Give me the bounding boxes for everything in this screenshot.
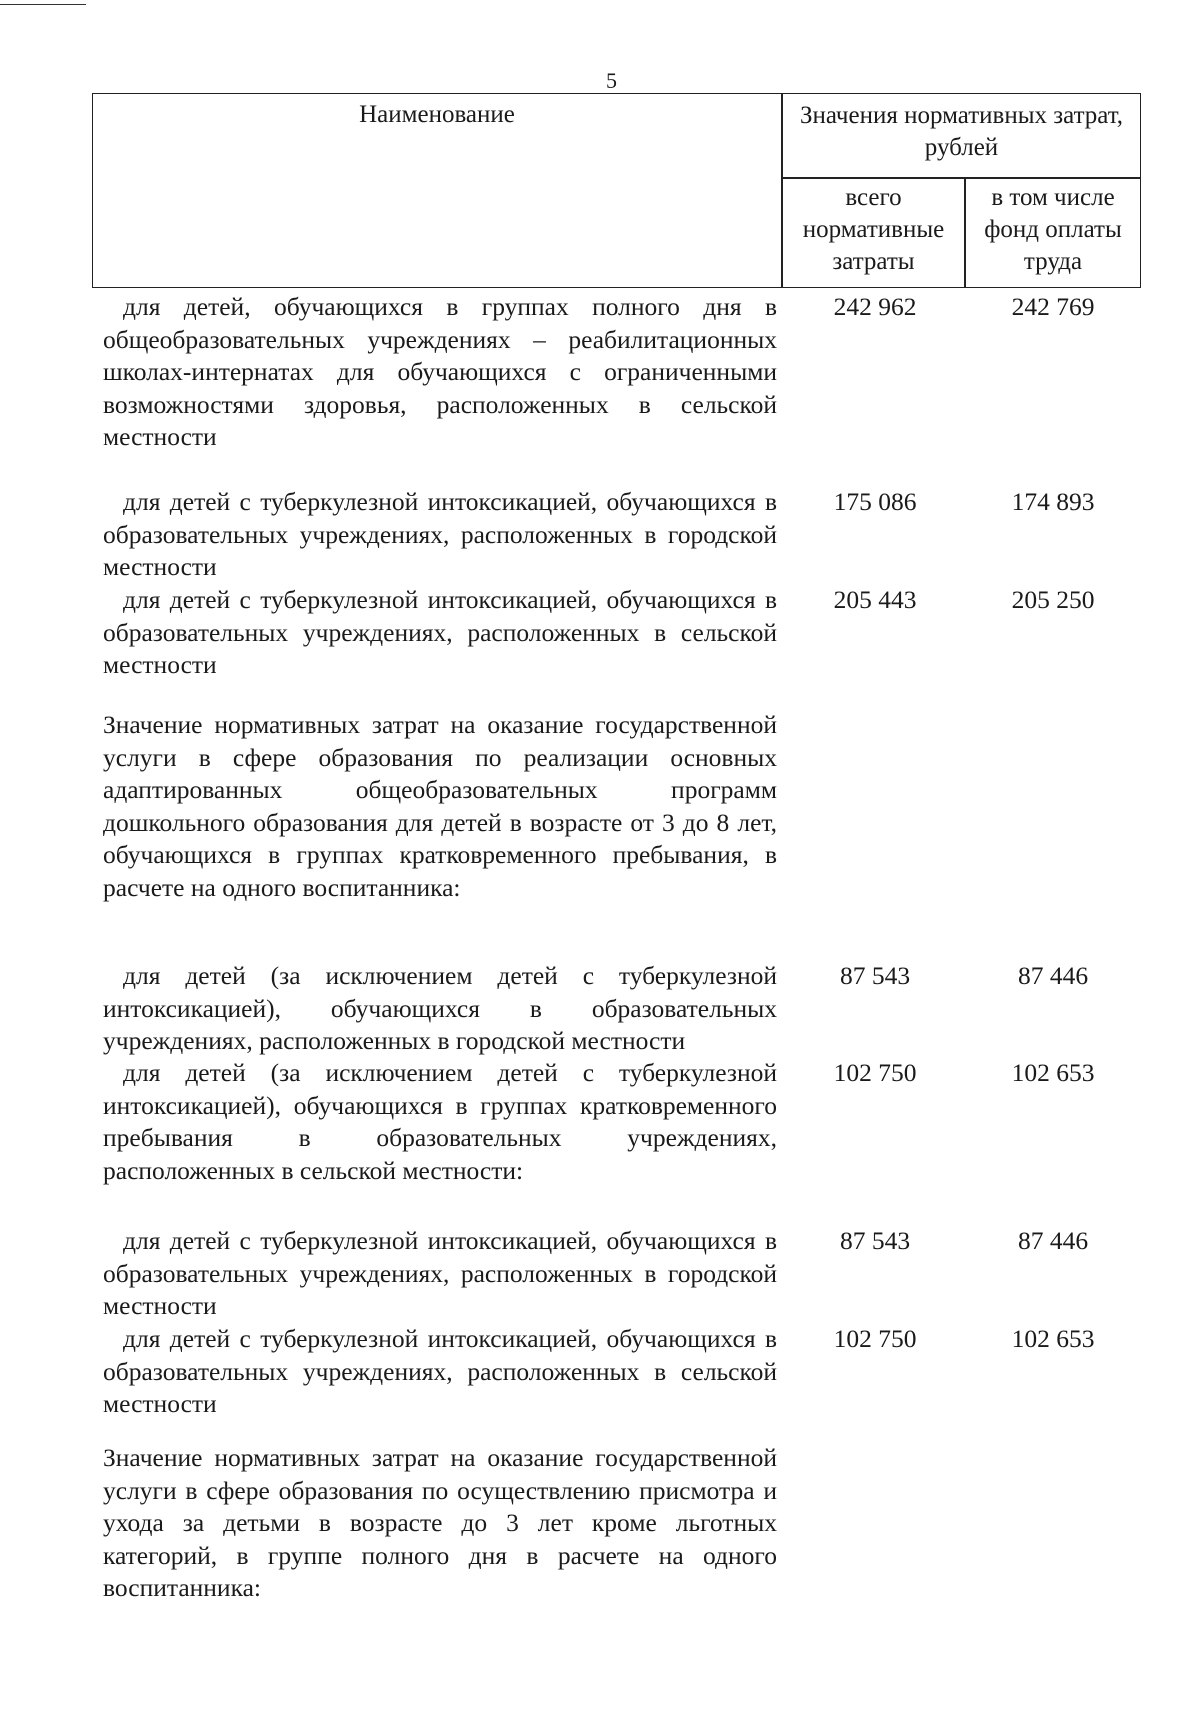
row-name: для детей с туберкулезной интоксикацией, обучающихся в образовательных учреждениях, расположенных в городской местности [103, 487, 777, 581]
header-fot-column: в том числе фонд оплаты труда [984, 184, 1122, 275]
header-values-group: Значения нормативных затрат, рублей [799, 102, 1124, 161]
table-header [92, 93, 1141, 288]
top-left-rule [0, 4, 86, 5]
row-fot-value: 242 769 [1011, 292, 1095, 321]
page-number: 5 [606, 68, 617, 93]
row-name: для детей (за исключением детей с туберкулезной интоксикацией), обучающихся в образовательных учреждениях, расположенных в городской местности [103, 961, 777, 1055]
row-fot-value: 87 446 [1017, 1226, 1089, 1255]
header-divider-horizontal [781, 177, 1140, 179]
row-fot-value: 205 250 [1011, 585, 1095, 614]
row-name: для детей с туберкулезной интоксикацией, обучающихся в образовательных учреждениях, расположенных в сельской местности [103, 1324, 777, 1418]
section-heading: Значение нормативных затрат на оказание государственной услуги в сфере образования по осуществлению присмотра и ухода за детьми в возрасте до 3 лет кроме льготных категорий, в группе полного дня в расчете на одного воспитанника: [103, 1443, 777, 1602]
row-total-value: 205 443 [833, 585, 917, 614]
header-total-column: всего нормативные затраты [802, 184, 945, 275]
row-fot-value: 87 446 [1017, 961, 1089, 990]
row-total-value: 175 086 [833, 487, 917, 516]
row-name: для детей (за исключением детей с туберкулезной интоксикацией), обучающихся в группах кратковременного пребывания в образовательных учреждениях, расположенных в сельской местности: [103, 1058, 777, 1185]
section-heading: Значение нормативных затрат на оказание государственной услуги в сфере образования по реализации основных адаптированных общеобразовательных программ дошкольного образования для детей в возрасте от 3 до 8 лет, обучающихся в группах кратковременного пребывания, в расчете на одного воспитанника: [103, 710, 777, 902]
row-name: для детей, обучающихся в группах полного дня в общеобразовательных учреждениях – реабилитационных школах-интернатах для обучающихся с ограниченными возможностями здоровья, расположенных в сельской местности [103, 292, 777, 451]
row-total-value: 87 543 [839, 1226, 911, 1255]
row-total-value: 242 962 [833, 292, 917, 321]
row-total-value: 102 750 [833, 1324, 917, 1353]
row-total-value: 87 543 [839, 961, 911, 990]
row-fot-value: 174 893 [1011, 487, 1095, 516]
row-fot-value: 102 653 [1011, 1058, 1095, 1087]
row-name: для детей с туберкулезной интоксикацией, обучающихся в образовательных учреждениях, расположенных в городской местности [103, 1226, 777, 1320]
row-name: для детей с туберкулезной интоксикацией, обучающихся в образовательных учреждениях, расположенных в сельской местности [103, 585, 777, 679]
header-name-column: Наименование [359, 101, 515, 128]
row-fot-value: 102 653 [1011, 1324, 1095, 1353]
row-total-value: 102 750 [833, 1058, 917, 1087]
